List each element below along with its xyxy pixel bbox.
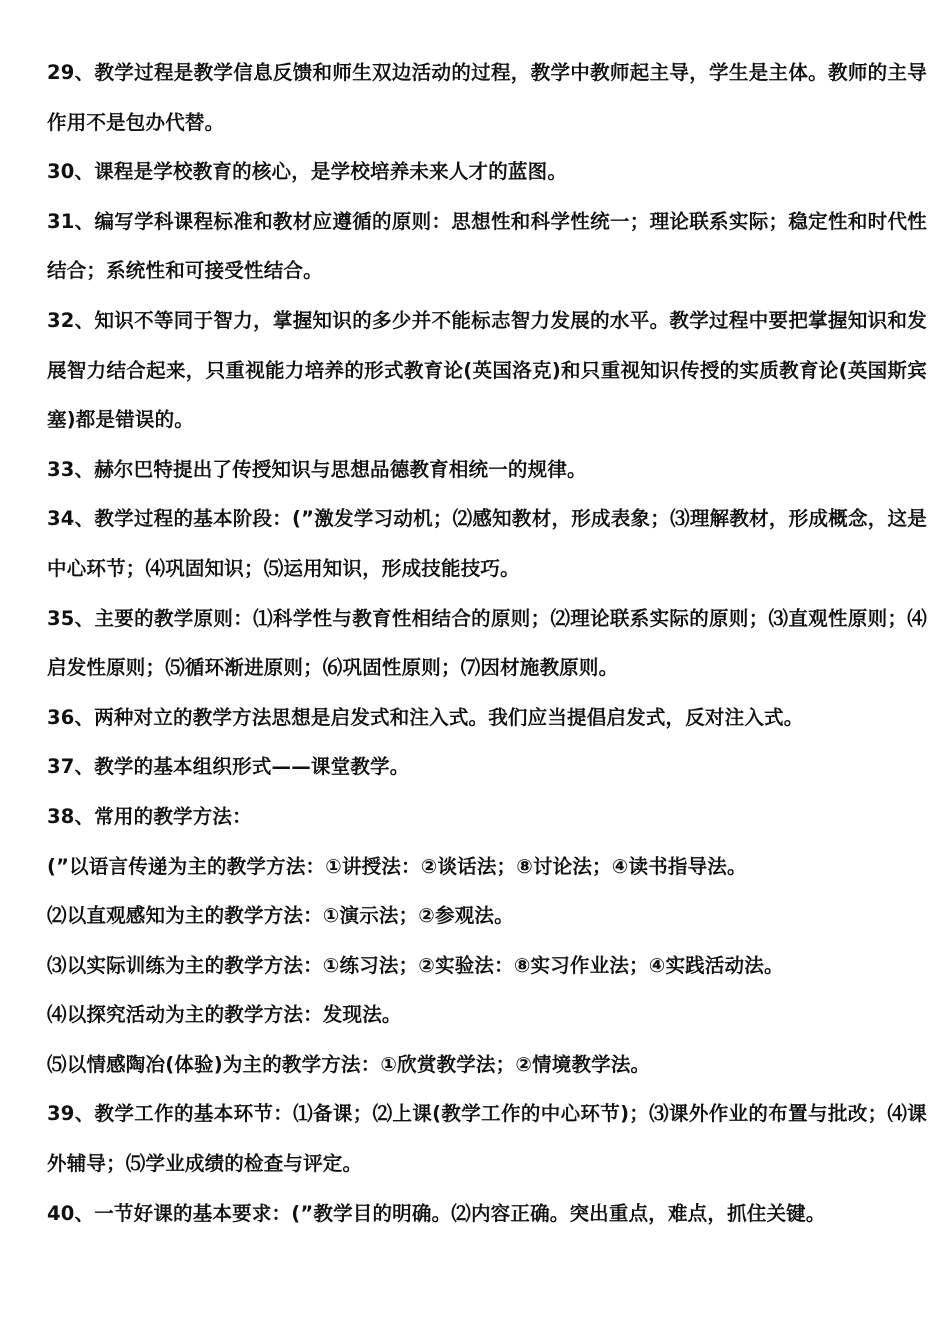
paragraph-32: 32、知识不等同于智力，掌握知识的多少并不能标志智力发展的水平。教学过程中要把掌握知识和发展智力结合起来，只重视能力培养的形式教育论(英国洛克)和只重视知识传授的实质教育论(英国斯宾塞)都是错误的。	[47, 308, 927, 432]
paragraph-38-item-2: ⑵以直观感知为主的教学方法：①演示法；②参观法。	[47, 904, 514, 928]
paragraph-38-item-1: (”以语言传递为主的教学方法：①讲授法：②谈话法；⑧讨论法；④读书指导法。	[47, 854, 747, 878]
paragraph-38-item-3: ⑶以实际训练为主的教学方法：①练习法；②实验法：⑧实习作业法；④实践活动法。	[47, 953, 784, 977]
paragraph-40: 40、一节好课的基本要求：(”教学目的明确。⑵内容正确。突出重点，难点，抓住关键。	[47, 1201, 826, 1225]
paragraph-38-item-4: ⑷以探究活动为主的教学方法：发现法。	[47, 1003, 402, 1027]
paragraph-31: 31、编写学科课程标准和教材应遵循的原则：思想性和科学性统一；理论联系实际；稳定性和时代性结合；系统性和可接受性结合。	[47, 209, 927, 283]
paragraph-36: 36、两种对立的教学方法思想是启发式和注入式。我们应当提倡启发式，反对注入式。	[47, 705, 804, 729]
document-page	[47, 48, 927, 1238]
paragraph-29: 29、教学过程是教学信息反馈和师生双边活动的过程，教学中教师起主导，学生是主体。教师的主导作用不是包办代替。	[47, 61, 927, 134]
paragraph-38: 38、常用的教学方法：	[47, 804, 252, 828]
paragraph-30: 30、课程是学校教育的核心，是学校培养未来人才的蓝图。	[47, 160, 568, 184]
paragraph-37: 37、教学的基本组织形式——课堂教学。	[47, 755, 410, 779]
paragraph-38-item-5: ⑸以情感陶冶(体验)为主的教学方法：①欣赏教学法；②情境教学法。	[47, 1052, 651, 1076]
paragraph-33: 33、赫尔巴特提出了传授知识与思想品德教育相统一的规律。	[47, 457, 587, 481]
paragraph-35: 35、主要的教学原则：⑴科学性与教育性相结合的原则；⑵理论联系实际的原则；⑶直观性原则；⑷启发性原则；⑸循环渐进原则；⑹巩固性原则；⑺因材施教原则。	[47, 606, 927, 680]
paragraph-39: 39、教学工作的基本环节：⑴备课；⑵上课(教学工作的中心环节)；⑶课外作业的布置与批改；⑷课外辅导；⑸学业成绩的检查与评定。	[47, 1102, 927, 1176]
paragraph-34: 34、教学过程的基本阶段：(”激发学习动机；⑵感知教材，形成表象；⑶理解教材，形成概念，这是中心环节；⑷巩固知识；⑸运用知识，形成技能技巧。	[47, 507, 927, 580]
